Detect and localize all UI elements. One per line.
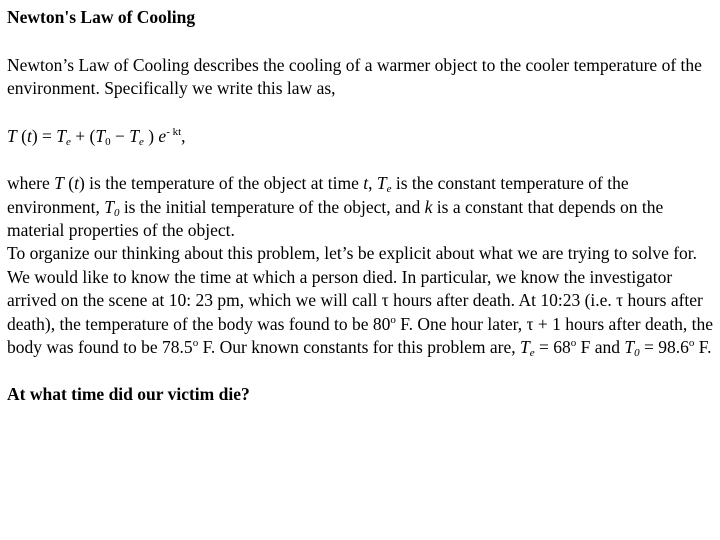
formula-exponent: - kt — [166, 125, 182, 138]
formula-Te: $T_e$ — [56, 125, 71, 148]
formula-exp-base: e — [158, 125, 167, 146]
definitions-paragraph: where T (t) is the temperature of the object at time t, $T_e$ is the constant temperature of the environment, $T_0$ is the initial temperature of the object, and k is a constant that depends on the material properties of the object. — [7, 173, 664, 241]
formula-T: T — [7, 125, 17, 146]
cooling-formula: T $(t) = T_e + (T_0 - T_e$ ) $e^{- kt}$, — [7, 125, 186, 148]
intro-paragraph: Newton’s Law of Cooling describes the cooling of a warmer object to the cooler temperature of the environment. Specifically we write this law as, — [7, 55, 702, 99]
question: At what time did our victim die? — [7, 384, 250, 405]
document-page — [7, 6, 717, 407]
formula-Te-2: $T_e$ — [129, 125, 144, 148]
formula-T0: $T_0$ — [95, 125, 111, 148]
problem-paragraph: To organize our thinking about this problem, let’s be explicit about what we are trying to solve for. We would like to know the time at which a person died. In particular, we know the investigator arrived on the scene at 10: 23 pm, which we will call τ hours after death. At 10:23 (i.e. τ hours after death), the temperature of the body was found to be 80$^o$ F. One hour later, τ + 1 hours after death, the body was found to be 78.5$^o$ F. Our known constants for this problem are, $T_e = 68^o$ F and $T_0 = 98.6^o$ F. — [7, 243, 713, 360]
document-title: Newton's Law of Cooling — [7, 7, 196, 27]
formula-t: t — [26, 125, 32, 146]
